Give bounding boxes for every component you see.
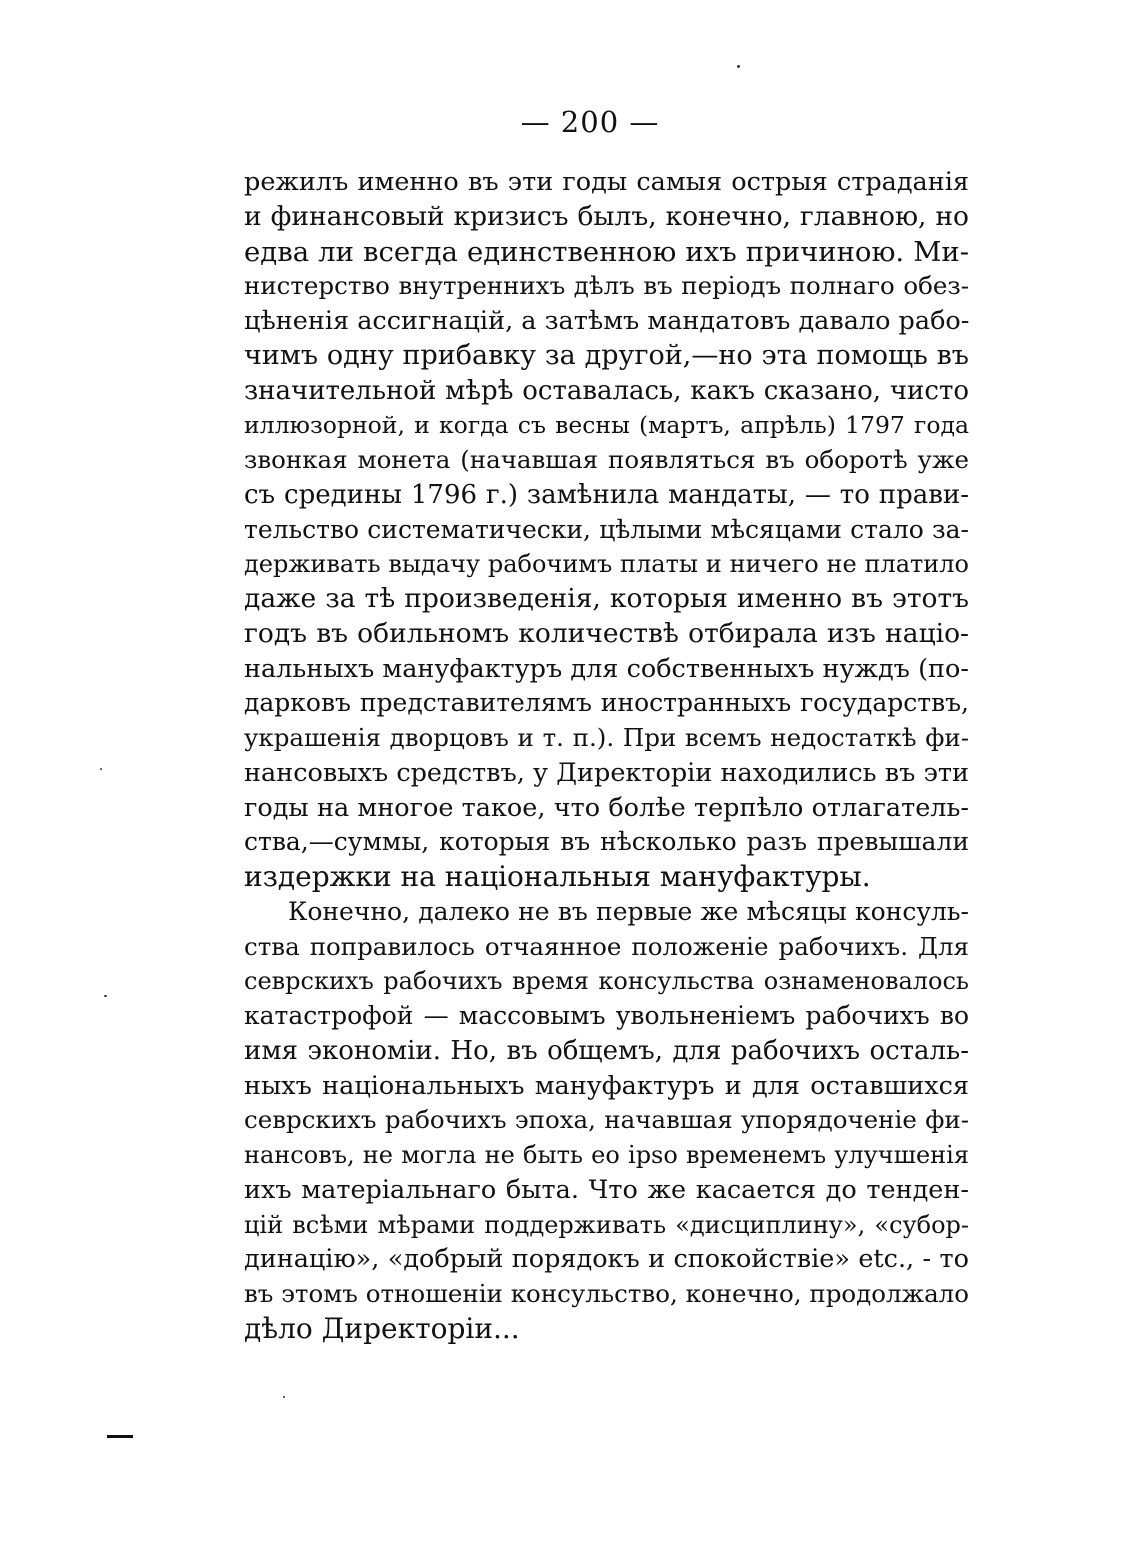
scan-speck	[737, 65, 740, 68]
scan-speck	[100, 768, 102, 770]
text-line: нальныхъ мануфактуръ для собственныхъ нуждъ (по-	[244, 653, 969, 684]
text-line: держивать выдачу рабочимъ платы и ничего не платило	[244, 550, 969, 579]
text-line: цѣненія ассигнацій, а затѣмъ мандатовъ давало рабо-	[244, 306, 970, 336]
text-line: значительной мѣрѣ оставалась, какъ сказано, чисто	[244, 375, 969, 406]
text-line: нистерство внутреннихъ дѣлъ въ періодъ полнаго обез-	[244, 271, 969, 301]
text-line: имя экономіи. Но, въ общемъ, для рабочихъ осталь-	[244, 1035, 969, 1066]
text-line: даже за тѣ произведенія, которыя именно въ этотъ	[244, 583, 969, 614]
text-line: ныхъ національныхъ мануфактуръ и для оставшихся	[244, 1070, 969, 1101]
text-line: катастрофой — массовымъ увольненіемъ рабочихъ во	[244, 1001, 969, 1030]
text-line: ства,—суммы, которыя въ нѣсколько разъ превышали	[244, 827, 969, 857]
text-line: едва ли всегда единственною ихъ причиною. Ми-	[244, 235, 969, 268]
text-line: годы на многое такое, что болѣе терпѣло отлагатель-	[244, 792, 969, 823]
text-line: динацію», «добрый порядокъ и спокойствіе» etc., - то	[244, 1244, 969, 1275]
text-line: въ этомъ отношеніи консульство, конечно, продолжало	[244, 1279, 969, 1308]
page-number: — 200 —	[520, 105, 660, 139]
text-line: цій всѣми мѣрами поддерживать «дисциплину», «субор-	[244, 1210, 969, 1239]
text-line: звонкая монета (начавшая появляться въ оборотѣ уже	[244, 445, 969, 474]
text-line: дѣло Директоріи...	[244, 1311, 520, 1345]
paragraph-1	[244, 165, 969, 895]
text-line: чимъ одну прибавку за другой,—но эта помощь въ	[244, 339, 969, 371]
scan-speck	[104, 995, 107, 997]
text-line: Конечно, далеко не въ первые же мѣсяцы консуль-	[288, 896, 969, 926]
text-line: севрскихъ рабочихъ эпоха, начавшая упорядоченіе фи-	[244, 1105, 969, 1135]
text-line: нансовыхъ средствъ, у Директоріи находились въ эти	[244, 757, 969, 788]
text-line: издержки на національныя мануфактуры.	[244, 860, 871, 893]
text-line: украшенія дворцовъ и т. п.). При всемъ недостаткѣ фи-	[244, 723, 969, 752]
text-line: тельство систематически, цѣлыми мѣсяцами стало за-	[244, 514, 969, 544]
margin-dash-mark	[107, 1435, 133, 1438]
text-line: съ средины 1796 г.) замѣнила мандаты, — то прави-	[244, 479, 969, 510]
paragraph-2	[244, 895, 969, 1347]
text-line: иллюзорной, и когда съ весны (мартъ, апрѣль) 1797 года	[244, 411, 969, 440]
text-line: дарковъ представителямъ иностранныхъ государствъ,	[244, 688, 969, 718]
text-line: ства поправилось отчаянное положеніе рабочихъ. Для	[244, 931, 969, 961]
text-line: нансовъ, не могла не быть eo ipso временемъ улучшенія	[244, 1141, 969, 1169]
text-body	[244, 165, 969, 1347]
scan-speck	[283, 1396, 285, 1398]
text-line: и финансовый кризисъ былъ, конечно, главною, но	[244, 200, 969, 232]
text-line: годъ въ обильномъ количествѣ отбирала изъ націо-	[244, 617, 969, 649]
text-line: севрскихъ рабочихъ время консульства ознаменовалось	[244, 967, 969, 996]
text-line: ихъ матеріальнаго быта. Что же касается до тенден-	[244, 1174, 969, 1205]
text-line: режилъ именно въ эти годы самыя острыя страданія	[244, 167, 969, 197]
